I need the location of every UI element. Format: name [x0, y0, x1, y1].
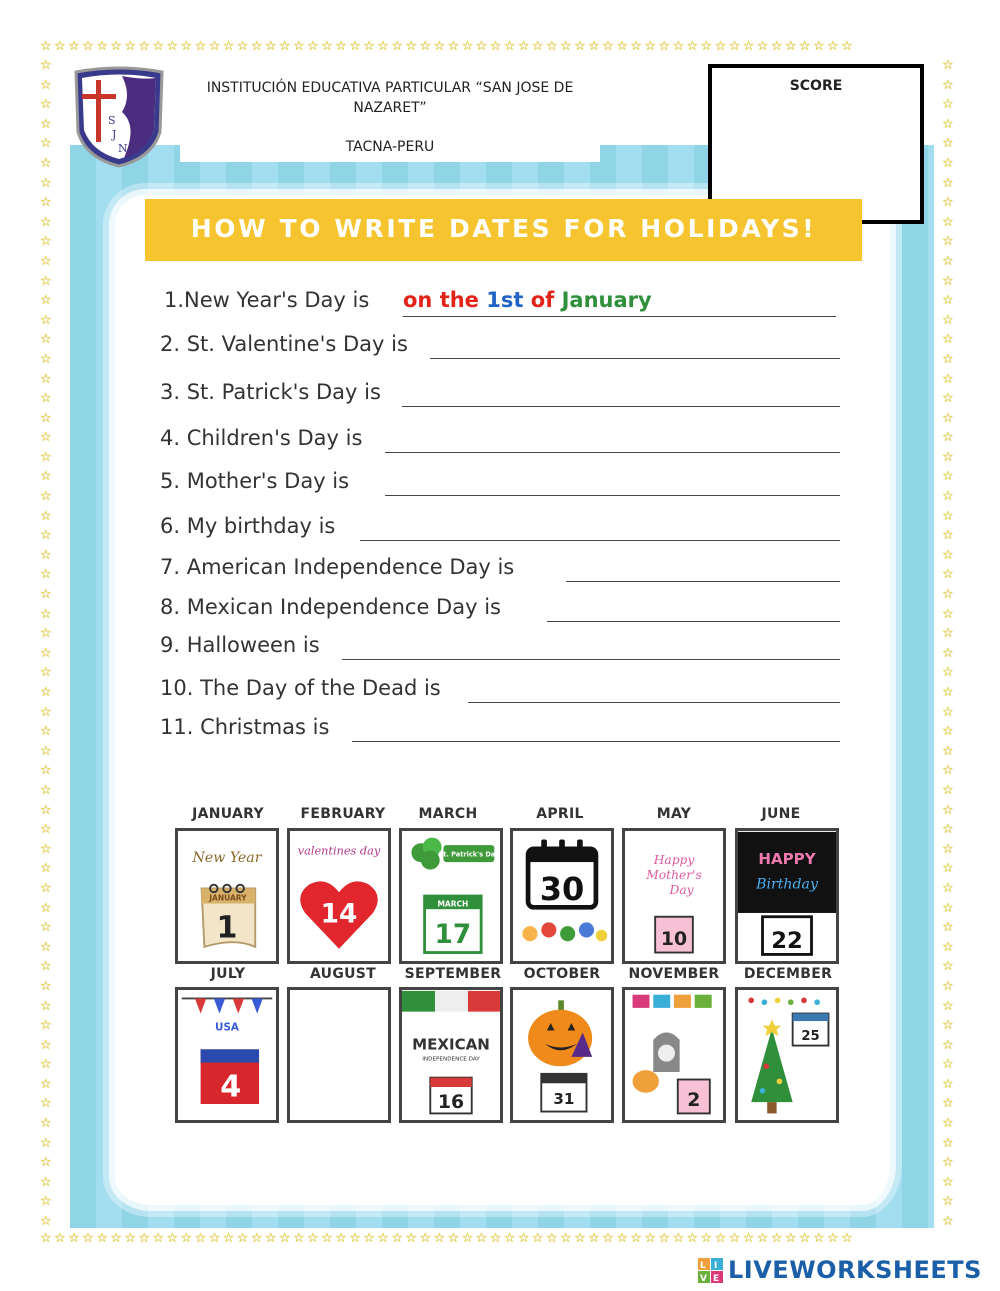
dec-day-number: 25 — [801, 1028, 820, 1044]
calendar-cell-june — [735, 828, 839, 964]
jul-flag-text: USA — [215, 1021, 239, 1034]
question-6: 6. My birthday is — [160, 514, 336, 538]
question-2: 2. St. Valentine's Day is — [160, 332, 408, 356]
month-label-november: NOVEMBER — [628, 966, 720, 982]
score-input[interactable] — [730, 108, 904, 202]
answer-part-of: of — [530, 288, 555, 312]
answer-field-4[interactable] — [385, 428, 840, 453]
answer-field-8[interactable] — [547, 597, 840, 622]
question-10: 10. The Day of the Dead is — [160, 676, 441, 700]
logo-letter-j: J — [112, 128, 117, 141]
star-border-bottom: ☆☆☆☆☆☆☆☆☆☆☆☆☆☆☆☆☆☆☆☆☆☆☆☆☆☆☆☆☆☆☆☆☆☆☆☆☆☆☆☆☆☆☆☆☆☆☆☆☆☆☆☆☆☆☆☆☆☆ — [40, 1232, 856, 1246]
star-border-right: ☆☆☆☆☆☆☆☆☆☆☆☆☆☆☆☆☆☆☆☆☆☆☆☆☆☆☆☆☆☆☆☆☆☆☆☆☆☆☆☆☆☆☆☆☆☆☆☆☆☆☆☆☆☆☆☆☆☆☆☆ — [942, 58, 954, 1230]
jan-day-number: 1 — [216, 910, 238, 946]
feb-day-number: 14 — [320, 899, 358, 930]
month-label-july: JULY — [210, 966, 246, 982]
calendar-cell-april — [510, 828, 614, 964]
title-banner — [145, 199, 862, 261]
answer-field-5[interactable] — [385, 471, 840, 496]
school-logo-icon — [72, 66, 166, 168]
calendar-cell-september — [399, 987, 503, 1123]
logo-letter-n: N — [118, 142, 128, 155]
jun-day-number: 22 — [771, 927, 803, 954]
month-label-october: OCTOBER — [523, 966, 601, 982]
example-prompt: New Year's Day is — [184, 288, 370, 312]
month-label-may: MAY — [656, 806, 692, 822]
star-border-top: ☆☆☆☆☆☆☆☆☆☆☆☆☆☆☆☆☆☆☆☆☆☆☆☆☆☆☆☆☆☆☆☆☆☆☆☆☆☆☆☆☆☆☆☆☆☆☆☆☆☆☆☆☆☆☆☆☆☆ — [40, 40, 856, 54]
sep-day-number: 16 — [437, 1091, 465, 1113]
month-label-june: JUNE — [761, 806, 801, 822]
answer-field-3[interactable] — [402, 382, 840, 407]
answer-field-6[interactable] — [360, 516, 840, 541]
jun-script-2: Birthday — [756, 876, 818, 893]
apr-day-number: 30 — [539, 869, 585, 908]
calendar-cell-october — [510, 987, 614, 1123]
school-name-line1: INSTITUCIÓN EDUCATIVA PARTICULAR “SAN JOSE DE — [206, 80, 574, 96]
question-8: 8. Mexican Independence Day is — [160, 595, 501, 619]
mar-sign-text: St. Patrick's Day — [438, 850, 500, 859]
jan-page-text: JANUARY — [209, 893, 247, 903]
feb-script-text: valentines day — [297, 844, 381, 858]
may-script-2: Mother's — [646, 868, 702, 883]
score-label: SCORE — [789, 78, 843, 94]
nov-day-number: 2 — [687, 1089, 701, 1111]
month-label-february: FEBRUARY — [300, 806, 386, 822]
calendar-cell-july — [175, 987, 279, 1123]
month-label-september: SEPTEMBER — [404, 966, 502, 982]
example-answer-line — [403, 316, 836, 317]
answer-field-11[interactable] — [352, 717, 840, 742]
question-7: 7. American Independence Day is — [160, 555, 515, 579]
may-script-1: Happy — [653, 852, 695, 867]
month-label-march: MARCH — [418, 806, 478, 822]
may-day-number: 10 — [660, 929, 688, 950]
oct-day-number: 31 — [553, 1090, 575, 1108]
mar-page-text: MARCH — [437, 899, 469, 909]
calendar-cell-february — [287, 828, 391, 964]
question-4: 4. Children's Day is — [160, 426, 363, 450]
sep-sub: INDEPENDENCE DAY — [422, 1056, 480, 1063]
month-label-january: JANUARY — [192, 806, 264, 822]
example-number: 1. — [164, 288, 185, 312]
answer-part-1st: 1st — [486, 288, 524, 312]
badge-letter-i: I — [714, 1261, 718, 1271]
badge-letter-e: E — [713, 1274, 720, 1284]
month-label-august: AUGUST — [309, 966, 377, 982]
calendar-cell-january — [175, 828, 279, 964]
calendar-cell-may — [622, 828, 726, 964]
example-answer — [403, 288, 652, 312]
answer-part-on-the: on the — [403, 288, 479, 312]
question-11: 11. Christmas is — [160, 715, 330, 739]
calendar-cell-november — [622, 987, 726, 1123]
answer-field-9[interactable] — [342, 635, 840, 660]
answer-field-10[interactable] — [468, 678, 840, 703]
question-9: 9. Halloween is — [160, 633, 320, 657]
may-script-3: Day — [669, 883, 694, 898]
calendar-cell-december — [735, 987, 839, 1123]
page-title: HOW TO WRITE DATES FOR HOLIDAYS! — [190, 214, 817, 243]
month-label-december: DECEMBER — [743, 966, 833, 982]
mar-day-number: 17 — [434, 920, 472, 951]
badge-letter-v: V — [700, 1274, 707, 1284]
question-3: 3. St. Patrick's Day is — [160, 380, 381, 404]
school-name — [180, 78, 600, 118]
school-city: TACNA-PERU — [345, 139, 435, 155]
answer-field-2[interactable] — [430, 334, 840, 359]
answer-field-7[interactable] — [566, 557, 840, 582]
sep-word: MEXICAN — [412, 1035, 490, 1054]
calendar-cell-march — [399, 828, 503, 964]
jun-script-1: HAPPY — [758, 849, 816, 868]
badge-letter-l: L — [700, 1261, 706, 1271]
answer-part-january: January — [561, 288, 652, 312]
liveworksheets-logo[interactable] — [698, 1253, 993, 1287]
liveworksheets-text: LIVEWORKSHEETS — [728, 1256, 982, 1284]
star-border-left: ☆☆☆☆☆☆☆☆☆☆☆☆☆☆☆☆☆☆☆☆☆☆☆☆☆☆☆☆☆☆☆☆☆☆☆☆☆☆☆☆☆☆☆☆☆☆☆☆☆☆☆☆☆☆☆☆☆☆☆☆ — [40, 58, 52, 1230]
jan-script-text: New Year — [192, 850, 262, 867]
calendar-cell-august — [287, 987, 391, 1123]
question-5: 5. Mother's Day is — [160, 469, 350, 493]
liveworksheets-badge-icon — [698, 1258, 724, 1286]
jul-day-number: 4 — [220, 1069, 242, 1105]
school-name-line2: NAZARET” — [353, 100, 427, 116]
logo-letter-s: S — [108, 114, 116, 127]
month-label-april: APRIL — [536, 806, 584, 822]
example-question — [164, 288, 369, 312]
